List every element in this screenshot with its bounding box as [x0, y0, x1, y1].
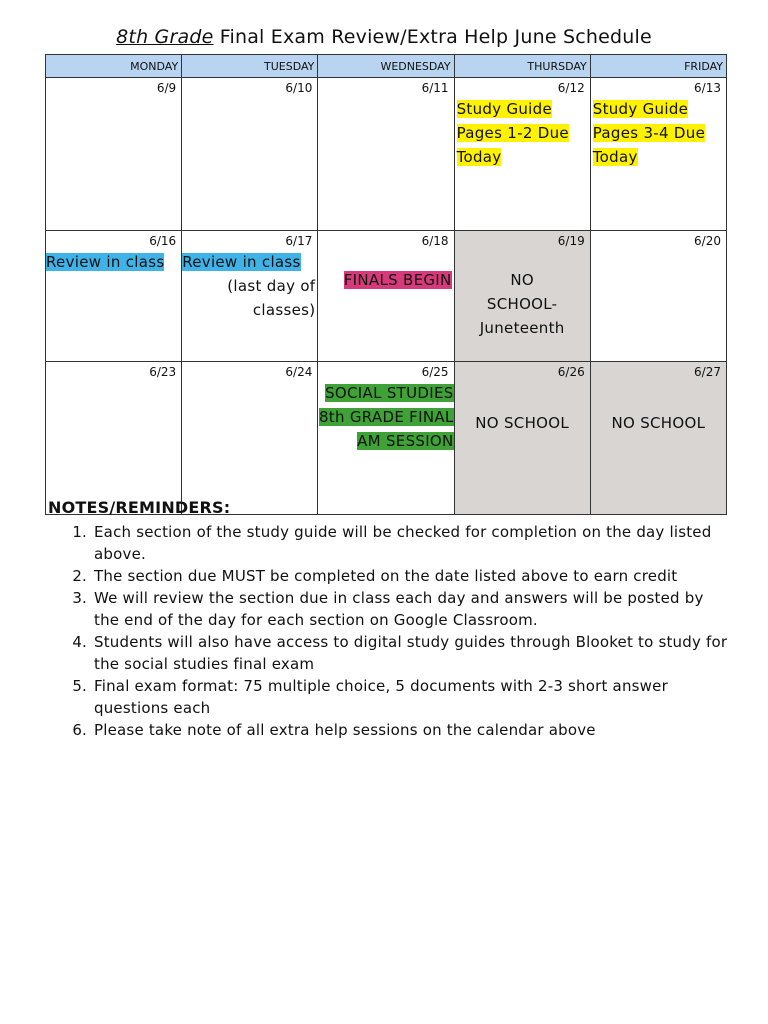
day-event: [46, 250, 181, 274]
day-date: 6/16: [149, 234, 177, 248]
day-cell: [318, 231, 454, 362]
notes-item: 6. Please take note of all extra help sessions on the calendar above: [92, 719, 728, 741]
header-monday: MONDAY: [46, 55, 182, 78]
day-date: 6/19: [557, 234, 585, 248]
day-date: 6/17: [285, 234, 313, 248]
day-event: NO SCHOOL- Juneteenth: [479, 271, 565, 337]
day-cell: [454, 362, 590, 515]
day-event: [591, 97, 726, 169]
day-date: 6/13: [694, 81, 721, 95]
day-cell: [318, 78, 454, 231]
title-rest: Final Exam Review/Extra Help June Schedule: [213, 26, 652, 48]
day-date: 6/23: [149, 365, 177, 379]
header-tuesday: TUESDAY: [182, 55, 318, 78]
day-date: 6/27: [694, 365, 721, 379]
day-date: 6/9: [156, 81, 177, 95]
event-highlight: FINALS BEGIN: [343, 271, 452, 289]
notes-list: [48, 521, 728, 741]
day-cell: [590, 231, 726, 362]
day-date: 6/11: [421, 81, 449, 95]
day-note: (last day of classes): [227, 277, 316, 319]
calendar-table: [45, 54, 727, 515]
day-cell: [454, 231, 590, 362]
notes-item: 3. We will review the section due in class each day and answers will be posted by the end of the day for each section on Google Classroom.: [92, 587, 728, 631]
day-cell: [318, 362, 454, 515]
day-date: 6/18: [421, 234, 449, 248]
day-cell: [46, 362, 182, 515]
notes-item: 5. Final exam format: 75 multiple choice, 5 documents with 2-3 short answer questions each: [92, 675, 728, 719]
day-event: NO SCHOOL: [611, 414, 706, 432]
week-row: [46, 362, 727, 515]
day-event: NO SCHOOL: [475, 414, 570, 432]
day-date: 6/24: [285, 365, 313, 379]
day-cell: [454, 78, 590, 231]
week-row: [46, 231, 727, 362]
day-event: [455, 97, 590, 169]
day-event: [318, 268, 453, 292]
notes-item: 2. The section due MUST be completed on the date listed above to earn credit: [92, 565, 728, 587]
title-grade: 8th Grade: [116, 26, 214, 48]
notes-item: 4. Students will also have access to digital study guides through Blooket to study for the social studies final exam: [92, 631, 728, 675]
day-date: 6/26: [557, 365, 585, 379]
day-cell: [590, 78, 726, 231]
event-highlight: SOCIAL STUDIES 8th GRADE FINAL AM SESSION: [318, 384, 454, 450]
event-highlight: Review in class: [182, 253, 301, 271]
day-date: 6/10: [285, 81, 313, 95]
notes-heading: NOTES/REMINDERS:: [48, 498, 231, 517]
week-row: [46, 78, 727, 231]
day-date: 6/12: [557, 81, 585, 95]
day-cell: [182, 231, 318, 362]
header-thursday: THURSDAY: [454, 55, 590, 78]
event-highlight: Study Guide Pages 1-2 Due Today: [456, 100, 569, 166]
notes-section: [48, 498, 728, 741]
day-event: [182, 250, 317, 274]
day-cell: [590, 362, 726, 515]
day-event: [318, 381, 453, 453]
calendar-header-row: [46, 55, 727, 78]
event-highlight: Study Guide Pages 3-4 Due Today: [592, 100, 706, 166]
event-highlight: Review in class: [46, 253, 165, 271]
day-cell: [182, 362, 318, 515]
page-title: [0, 26, 768, 48]
header-friday: FRIDAY: [590, 55, 726, 78]
header-wednesday: WEDNESDAY: [318, 55, 454, 78]
day-cell: [46, 231, 182, 362]
day-cell: [46, 78, 182, 231]
day-date: 6/20: [694, 234, 721, 248]
notes-item: 1. Each section of the study guide will be checked for completion on the day listed above.: [92, 521, 728, 565]
day-cell: [182, 78, 318, 231]
day-date: 6/25: [421, 365, 449, 379]
